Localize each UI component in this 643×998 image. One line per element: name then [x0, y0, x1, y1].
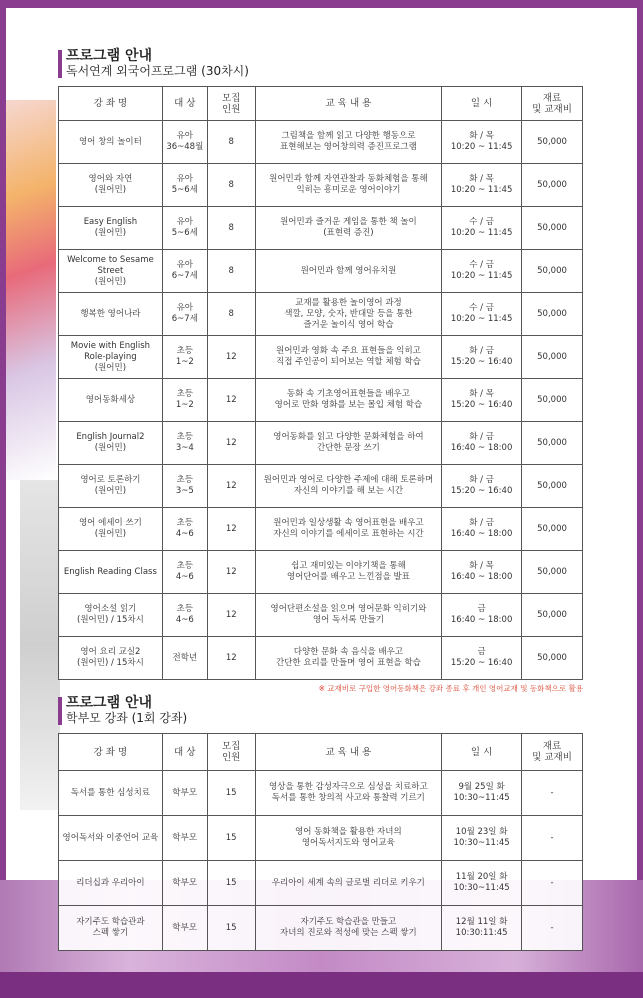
table-row — [59, 250, 583, 293]
cell-schedule: 11월 20일 화 10:30~11:45 — [442, 861, 522, 906]
table-row — [59, 637, 583, 680]
cell-content: 자기주도 학습관을 만들고 자녀의 진로와 적성에 맞는 스펙 쌓기 — [255, 906, 442, 951]
cell-content: 영어 동화책을 활용한 자녀의 영어독서지도와 영어교육 — [255, 816, 442, 861]
cell-fee: - — [522, 906, 583, 951]
cell-capacity: 8 — [207, 250, 255, 293]
cell-fee: 50,000 — [522, 551, 583, 594]
cell-course-name: 영어 창의 놀이터 — [59, 121, 163, 164]
cell-schedule: 화 / 목 15:20 ~ 16:40 — [442, 379, 522, 422]
cell-fee: 50,000 — [522, 293, 583, 336]
cell-schedule: 화 / 금 16:40 ~ 18:00 — [442, 422, 522, 465]
materials-note: ※ 교재비로 구입한 영어동화책은 강좌 종료 후 개인 영어교재 및 동화책으로 활용 — [318, 684, 583, 693]
cell-fee: 50,000 — [522, 379, 583, 422]
header-course-name: 강 좌 명 — [59, 87, 163, 121]
cell-target: 유아 5~6세 — [162, 207, 207, 250]
table-row — [59, 336, 583, 379]
decorative-gift-boxes — [6, 100, 56, 480]
cell-fee: - — [522, 816, 583, 861]
cell-content: 원어민과 영화 속 주요 표현들을 익히고 직접 주인공이 되어보는 역할 체험 학습 — [255, 336, 442, 379]
cell-course-name: English Journal2 (원어민) — [59, 422, 163, 465]
header-capacity: 모집 인원 — [207, 87, 255, 121]
cell-capacity: 8 — [207, 164, 255, 207]
parent-lecture-table — [58, 733, 583, 951]
cell-target: 초등 1~2 — [162, 379, 207, 422]
cell-course-name: 영어 에세이 쓰기 (원어민) — [59, 508, 163, 551]
table-row — [59, 422, 583, 465]
header-target: 대 상 — [162, 734, 207, 771]
cell-target: 전학년 — [162, 637, 207, 680]
cell-schedule: 화 / 금 15:20 ~ 16:40 — [442, 336, 522, 379]
table-row — [59, 508, 583, 551]
cell-content: 원어민과 즐거운 게임을 통한 책 놀이 (표현력 증진) — [255, 207, 442, 250]
cell-content: 동화 속 기초영어표현들을 배우고 영어로 만화 영화를 보는 몰입 체험 학습 — [255, 379, 442, 422]
heading-bar — [58, 50, 62, 78]
cell-capacity: 12 — [207, 336, 255, 379]
cell-fee: - — [522, 861, 583, 906]
cell-target: 유아 6~7세 — [162, 293, 207, 336]
cell-course-name: 자기주도 학습관과 스펙 쌓기 — [59, 906, 163, 951]
cell-target: 유아 36~48월 — [162, 121, 207, 164]
cell-schedule: 금 15:20 ~ 16:40 — [442, 637, 522, 680]
header-schedule: 일 시 — [442, 87, 522, 121]
section-heading-1 — [58, 48, 249, 79]
cell-capacity: 8 — [207, 121, 255, 164]
cell-capacity: 12 — [207, 594, 255, 637]
heading-bar — [58, 697, 62, 725]
cell-fee: 50,000 — [522, 508, 583, 551]
cell-content: 영어단편소설을 읽으며 영어문화 익히기와 영어 독서록 만들기 — [255, 594, 442, 637]
cell-target: 유아 6~7세 — [162, 250, 207, 293]
header-content: 교 육 내 용 — [255, 87, 442, 121]
cell-content: 그림책을 함께 읽고 다양한 행동으로 표현해보는 영어창의력 증진프로그램 — [255, 121, 442, 164]
cell-fee: 50,000 — [522, 422, 583, 465]
cell-capacity: 15 — [207, 861, 255, 906]
cell-course-name: 영어독서와 이중언어 교육 — [59, 816, 163, 861]
cell-target: 유아 5~6세 — [162, 164, 207, 207]
header-content: 교 육 내 용 — [255, 734, 442, 771]
table-row — [59, 121, 583, 164]
cell-schedule: 수 / 금 10:20 ~ 11:45 — [442, 293, 522, 336]
decorative-stripes — [20, 480, 60, 810]
cell-target: 초등 4~6 — [162, 508, 207, 551]
table-row — [59, 771, 583, 816]
cell-target: 초등 1~2 — [162, 336, 207, 379]
cell-content: 원어민과 일상생활 속 영어표현을 배우고 자신의 이야기를 에세이로 표현하는 시간 — [255, 508, 442, 551]
cell-course-name: 영어 요리 교실2 (원어민) / 15차시 — [59, 637, 163, 680]
table-row — [59, 465, 583, 508]
cell-capacity: 8 — [207, 207, 255, 250]
cell-target: 학부모 — [162, 771, 207, 816]
table-row — [59, 861, 583, 906]
cell-schedule: 화 / 목 16:40 ~ 18:00 — [442, 551, 522, 594]
table-row — [59, 379, 583, 422]
cell-target: 학부모 — [162, 861, 207, 906]
table-row — [59, 906, 583, 951]
cell-schedule: 화 / 금 15:20 ~ 16:40 — [442, 465, 522, 508]
cell-capacity: 12 — [207, 465, 255, 508]
cell-capacity: 12 — [207, 379, 255, 422]
cell-schedule: 화 / 목 10:20 ~ 11:45 — [442, 164, 522, 207]
table-row — [59, 551, 583, 594]
cell-target: 초등 3~5 — [162, 465, 207, 508]
cell-content: 쉽고 재미있는 이야기책을 통해 영어단어를 배우고 느낀점을 발표 — [255, 551, 442, 594]
cell-capacity: 12 — [207, 422, 255, 465]
header-course-name: 강 좌 명 — [59, 734, 163, 771]
header-fee: 재료 및 교재비 — [522, 87, 583, 121]
cell-fee: 50,000 — [522, 121, 583, 164]
cell-schedule: 12월 11일 화 10:30:11:45 — [442, 906, 522, 951]
header-schedule: 일 시 — [442, 734, 522, 771]
cell-capacity: 15 — [207, 816, 255, 861]
table-row — [59, 164, 583, 207]
cell-target: 초등 4~6 — [162, 594, 207, 637]
cell-content: 다양한 문화 속 음식을 배우고 간단한 요리를 만들며 영어 표현을 학습 — [255, 637, 442, 680]
cell-capacity: 15 — [207, 906, 255, 951]
header-fee: 재료 및 교재비 — [522, 734, 583, 771]
cell-course-name: 영어로 토론하기 (원어민) — [59, 465, 163, 508]
cell-fee: 50,000 — [522, 207, 583, 250]
cell-schedule: 수 / 금 10:20 ~ 11:45 — [442, 250, 522, 293]
cell-content: 원어민과 함께 영어유치원 — [255, 250, 442, 293]
bottom-edge — [0, 972, 643, 998]
cell-fee: - — [522, 771, 583, 816]
cell-course-name: 리더십과 우리아이 — [59, 861, 163, 906]
table-row — [59, 207, 583, 250]
section-heading-2 — [58, 695, 187, 726]
cell-fee: 50,000 — [522, 465, 583, 508]
table-row — [59, 816, 583, 861]
cell-target: 초등 3~4 — [162, 422, 207, 465]
header-target: 대 상 — [162, 87, 207, 121]
cell-content: 영어동화를 읽고 다양한 문화체험을 하여 간단한 문장 쓰기 — [255, 422, 442, 465]
cell-schedule: 9월 25일 화 10:30~11:45 — [442, 771, 522, 816]
table-header-row — [59, 87, 583, 121]
cell-course-name: Easy English (원어민) — [59, 207, 163, 250]
cell-fee: 50,000 — [522, 594, 583, 637]
header-capacity: 모집 인원 — [207, 734, 255, 771]
frame-top — [0, 0, 643, 8]
cell-schedule: 10월 23일 화 10:30~11:45 — [442, 816, 522, 861]
cell-course-name: Welcome to Sesame Street (원어민) — [59, 250, 163, 293]
cell-content: 원어민과 함께 자연관찰과 동화체험을 통해 익히는 흥미로운 영어이야기 — [255, 164, 442, 207]
cell-course-name: English Reading Class — [59, 551, 163, 594]
cell-schedule: 화 / 목 10:20 ~ 11:45 — [442, 121, 522, 164]
cell-course-name: 영어동화세상 — [59, 379, 163, 422]
cell-schedule: 수 / 금 10:20 ~ 11:45 — [442, 207, 522, 250]
cell-course-name: 영어소설 읽기 (원어민) / 15차시 — [59, 594, 163, 637]
cell-fee: 50,000 — [522, 164, 583, 207]
cell-schedule: 금 16:40 ~ 18:00 — [442, 594, 522, 637]
cell-target: 학부모 — [162, 816, 207, 861]
cell-schedule: 화 / 금 16:40 ~ 18:00 — [442, 508, 522, 551]
cell-content: 교재를 활용한 놀이영어 과정 색깔, 모양, 숫자, 반대말 등을 통한 즐거운 놀이식 영어 학습 — [255, 293, 442, 336]
cell-content: 우리아이 세계 속의 글로벌 리더로 키우기 — [255, 861, 442, 906]
cell-fee: 50,000 — [522, 637, 583, 680]
cell-target: 초등 4~6 — [162, 551, 207, 594]
section-title: 프로그램 안내 — [66, 695, 153, 711]
cell-capacity: 15 — [207, 771, 255, 816]
cell-course-name: 행복한 영어나라 — [59, 293, 163, 336]
table-header-row — [59, 734, 583, 771]
cell-course-name: 영어와 자연 (원어민) — [59, 164, 163, 207]
cell-content: 영상을 통한 감성자극으로 심성을 치료하고 독서를 통한 창의적 사고와 통찰력 기르기 — [255, 771, 442, 816]
cell-capacity: 12 — [207, 551, 255, 594]
table-row — [59, 594, 583, 637]
section-title: 프로그램 안내 — [66, 48, 153, 64]
cell-target: 학부모 — [162, 906, 207, 951]
section-subtitle: 학부모 강좌 (1회 강좌) — [66, 711, 188, 725]
cell-course-name: Movie with English Role-playing (원어민) — [59, 336, 163, 379]
cell-capacity: 12 — [207, 508, 255, 551]
cell-capacity: 12 — [207, 637, 255, 680]
section-subtitle: 독서연계 외국어프로그램 (30차시) — [66, 64, 249, 78]
cell-fee: 50,000 — [522, 336, 583, 379]
foreign-language-program-table — [58, 86, 583, 680]
table-row — [59, 293, 583, 336]
cell-course-name: 독서를 통한 심성치료 — [59, 771, 163, 816]
cell-fee: 50,000 — [522, 250, 583, 293]
cell-capacity: 8 — [207, 293, 255, 336]
frame-right — [637, 0, 643, 998]
cell-content: 원어민과 영어로 다양한 주제에 대해 토론하며 자신의 이야기를 해 보는 시간 — [255, 465, 442, 508]
